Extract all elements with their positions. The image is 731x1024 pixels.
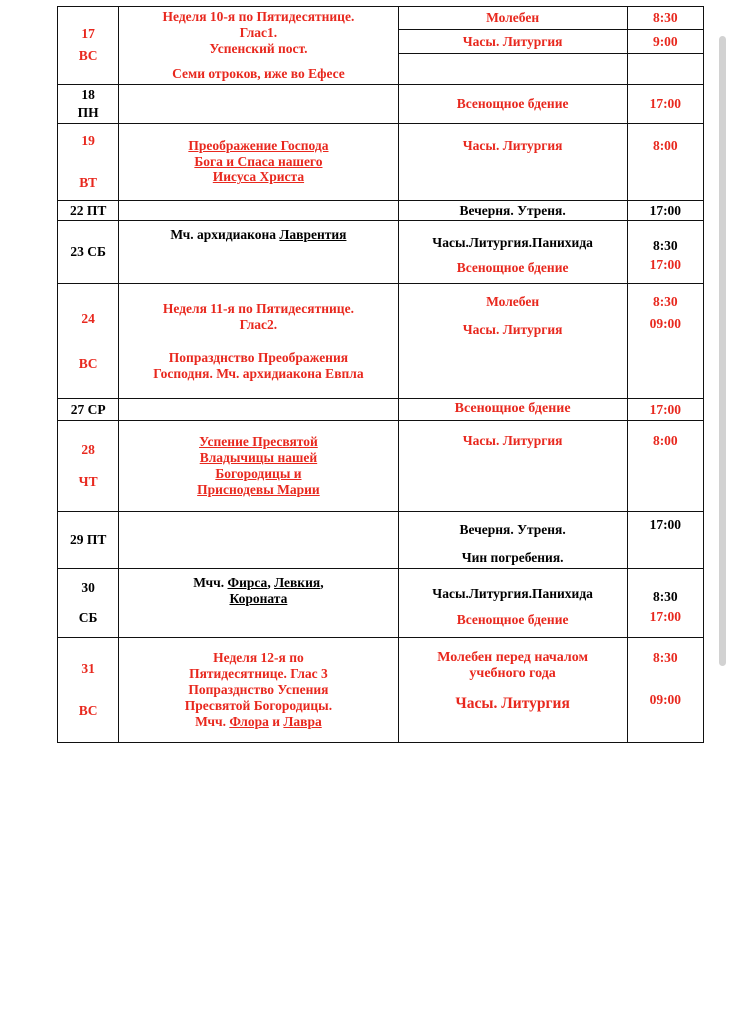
desc-line: Успение Пресвятой xyxy=(199,434,318,450)
date-day: 31 xyxy=(81,661,95,677)
service-cell: Часы. Литургия xyxy=(398,30,627,53)
date-cell xyxy=(58,123,119,200)
desc-line: Пятидесятнице. Глас 3 xyxy=(189,666,328,682)
time-line: 09:00 xyxy=(649,316,682,332)
scrollbar-thumb[interactable] xyxy=(719,36,726,666)
time-cell xyxy=(627,221,703,284)
date-cell: 23 СБ xyxy=(58,221,119,284)
date-day: 28 xyxy=(81,442,95,458)
service-line: Молебен xyxy=(486,294,540,310)
description-cell xyxy=(119,221,398,284)
time-cell: 9:00 xyxy=(627,30,703,53)
date-dow: СБ xyxy=(78,609,98,625)
service-cell: Всенощное бдение xyxy=(398,399,627,421)
desc-line xyxy=(122,575,394,591)
time-cell: 17:00 xyxy=(627,511,703,568)
date-dow: ЧТ xyxy=(78,473,98,489)
description-cell xyxy=(119,568,398,637)
desc-text: Мчч. xyxy=(195,713,230,729)
service-line: Молебен перед началом xyxy=(437,649,589,665)
time-cell: 8:30 xyxy=(627,7,703,30)
desc-line: Приснодевы Марии xyxy=(197,481,320,497)
description-cell xyxy=(119,420,398,511)
service-line: Часы.Литургия.Панихида xyxy=(432,234,593,250)
desc-text: , xyxy=(320,574,324,590)
service-cell xyxy=(398,568,627,637)
service-line: Часы. Литургия xyxy=(455,695,570,712)
table-row xyxy=(58,568,704,637)
table-row xyxy=(58,84,704,123)
desc-text-underlined: Флора xyxy=(229,713,269,729)
desc-line: Семи отроков, иже во Ефесе xyxy=(172,65,345,81)
date-cell xyxy=(58,84,119,123)
desc-line: Глас2. xyxy=(239,316,278,332)
service-line: Вечерня. Утреня. xyxy=(459,522,566,538)
time-cell: 8:00 xyxy=(627,420,703,511)
service-cell: Часы. Литургия xyxy=(398,420,627,511)
date-day: 24 xyxy=(81,310,95,326)
spacer xyxy=(122,57,394,66)
date-dow: ВТ xyxy=(79,174,98,190)
desc-text: и xyxy=(268,713,284,729)
desc-line: Неделя 12-я по xyxy=(213,650,304,666)
desc-line xyxy=(122,227,394,243)
date-dow: ВС xyxy=(78,356,98,372)
table-row xyxy=(58,399,704,421)
service-line: учебного года xyxy=(469,666,556,682)
desc-line: Господня. Мч. архидиакона Евпла xyxy=(153,366,364,382)
desc-line: Владычицы нашей xyxy=(199,450,318,466)
description-cell xyxy=(119,84,398,123)
time-line: 8:30 xyxy=(652,294,678,310)
time-cell: 17:00 xyxy=(627,200,703,221)
table-row xyxy=(58,637,704,742)
service-cell xyxy=(398,637,627,742)
date-cell: 29 ПТ xyxy=(58,511,119,568)
description-cell xyxy=(119,511,398,568)
desc-line: Успенский пост. xyxy=(209,40,308,56)
desc-line: Глас1. xyxy=(239,24,278,40)
schedule-table xyxy=(57,6,704,743)
description-cell xyxy=(119,284,398,399)
spacer xyxy=(122,341,394,350)
desc-line: Богородицы и xyxy=(215,465,302,481)
service-line: Чин погребения. xyxy=(461,549,564,565)
date-cell xyxy=(58,7,119,85)
description-cell xyxy=(119,7,398,85)
table-row xyxy=(58,200,704,221)
date-cell xyxy=(58,637,119,742)
desc-line xyxy=(122,714,394,730)
date-cell xyxy=(58,568,119,637)
desc-line: Преображение Господа xyxy=(188,137,329,153)
table-row xyxy=(58,511,704,568)
scrollbar-track[interactable] xyxy=(719,0,729,1024)
service-cell: Всенощное бдение xyxy=(398,84,627,123)
time-cell xyxy=(627,568,703,637)
date-cell xyxy=(58,284,119,399)
service-line: Часы.Литургия.Панихида xyxy=(432,586,593,602)
time-line: 8:30 xyxy=(652,589,678,605)
date-day: 19 xyxy=(81,132,95,148)
date-day: 18 xyxy=(81,86,95,102)
desc-text: , xyxy=(267,574,275,590)
description-cell xyxy=(119,637,398,742)
date-dow: ВС xyxy=(78,48,98,64)
service-cell: Часы. Литургия xyxy=(398,123,627,200)
date-day: 30 xyxy=(81,580,95,596)
table-row xyxy=(58,123,704,200)
service-line: Всенощное бдение xyxy=(456,611,569,627)
desc-text-underlined: Лавра xyxy=(283,713,322,729)
table-row xyxy=(58,420,704,511)
desc-line: Короната xyxy=(229,590,288,606)
time-cell xyxy=(627,284,703,399)
desc-line: Бога и Спаса нашего xyxy=(194,153,323,169)
description-cell xyxy=(119,200,398,221)
service-cell xyxy=(398,511,627,568)
service-cell xyxy=(398,284,627,399)
table-row xyxy=(58,7,704,30)
time-line: 17:00 xyxy=(649,608,682,624)
time-cell: 17:00 xyxy=(627,399,703,421)
time-line: 8:30 xyxy=(652,237,678,253)
time-line: 17:00 xyxy=(649,257,682,273)
description-cell xyxy=(119,123,398,200)
time-cell: 8:00 xyxy=(627,123,703,200)
time-line: 8:30 xyxy=(652,649,678,665)
service-cell xyxy=(398,53,627,84)
desc-line: Попразднство Преображения xyxy=(168,350,349,366)
desc-text: Мчч. xyxy=(193,574,228,590)
service-cell: Молебен xyxy=(398,7,627,30)
time-cell xyxy=(627,53,703,84)
table-row xyxy=(58,221,704,284)
desc-text: Мч. архидиакона xyxy=(170,227,280,243)
desc-text-underlined: Лаврентия xyxy=(279,227,347,243)
time-cell: 17:00 xyxy=(627,84,703,123)
desc-line: Попразднство Успения xyxy=(188,682,329,697)
service-cell xyxy=(398,221,627,284)
date-cell: 22 ПТ xyxy=(58,200,119,221)
date-dow: ПН xyxy=(77,104,99,120)
desc-line: Иисуса Христа xyxy=(212,169,305,185)
time-line: 09:00 xyxy=(649,691,682,707)
date-dow: ВС xyxy=(78,702,98,718)
time-cell xyxy=(627,637,703,742)
date-day: 17 xyxy=(81,26,95,42)
service-line: Всенощное бдение xyxy=(456,260,569,276)
date-cell: 27 СР xyxy=(58,399,119,421)
desc-text-underlined: Фирса xyxy=(227,574,268,590)
desc-line: Неделя 11-я по Пятидесятнице. xyxy=(162,300,354,316)
spacer xyxy=(122,332,394,341)
desc-line: Пресвятой Богородицы. xyxy=(184,697,333,713)
table-row xyxy=(58,284,704,399)
desc-line: Неделя 10-я по Пятидесятнице. xyxy=(162,9,355,24)
desc-text-underlined: Левкия xyxy=(274,574,321,590)
service-line: Часы. Литургия xyxy=(462,322,563,338)
date-cell xyxy=(58,420,119,511)
description-cell xyxy=(119,399,398,421)
service-cell: Вечерня. Утреня. xyxy=(398,200,627,221)
